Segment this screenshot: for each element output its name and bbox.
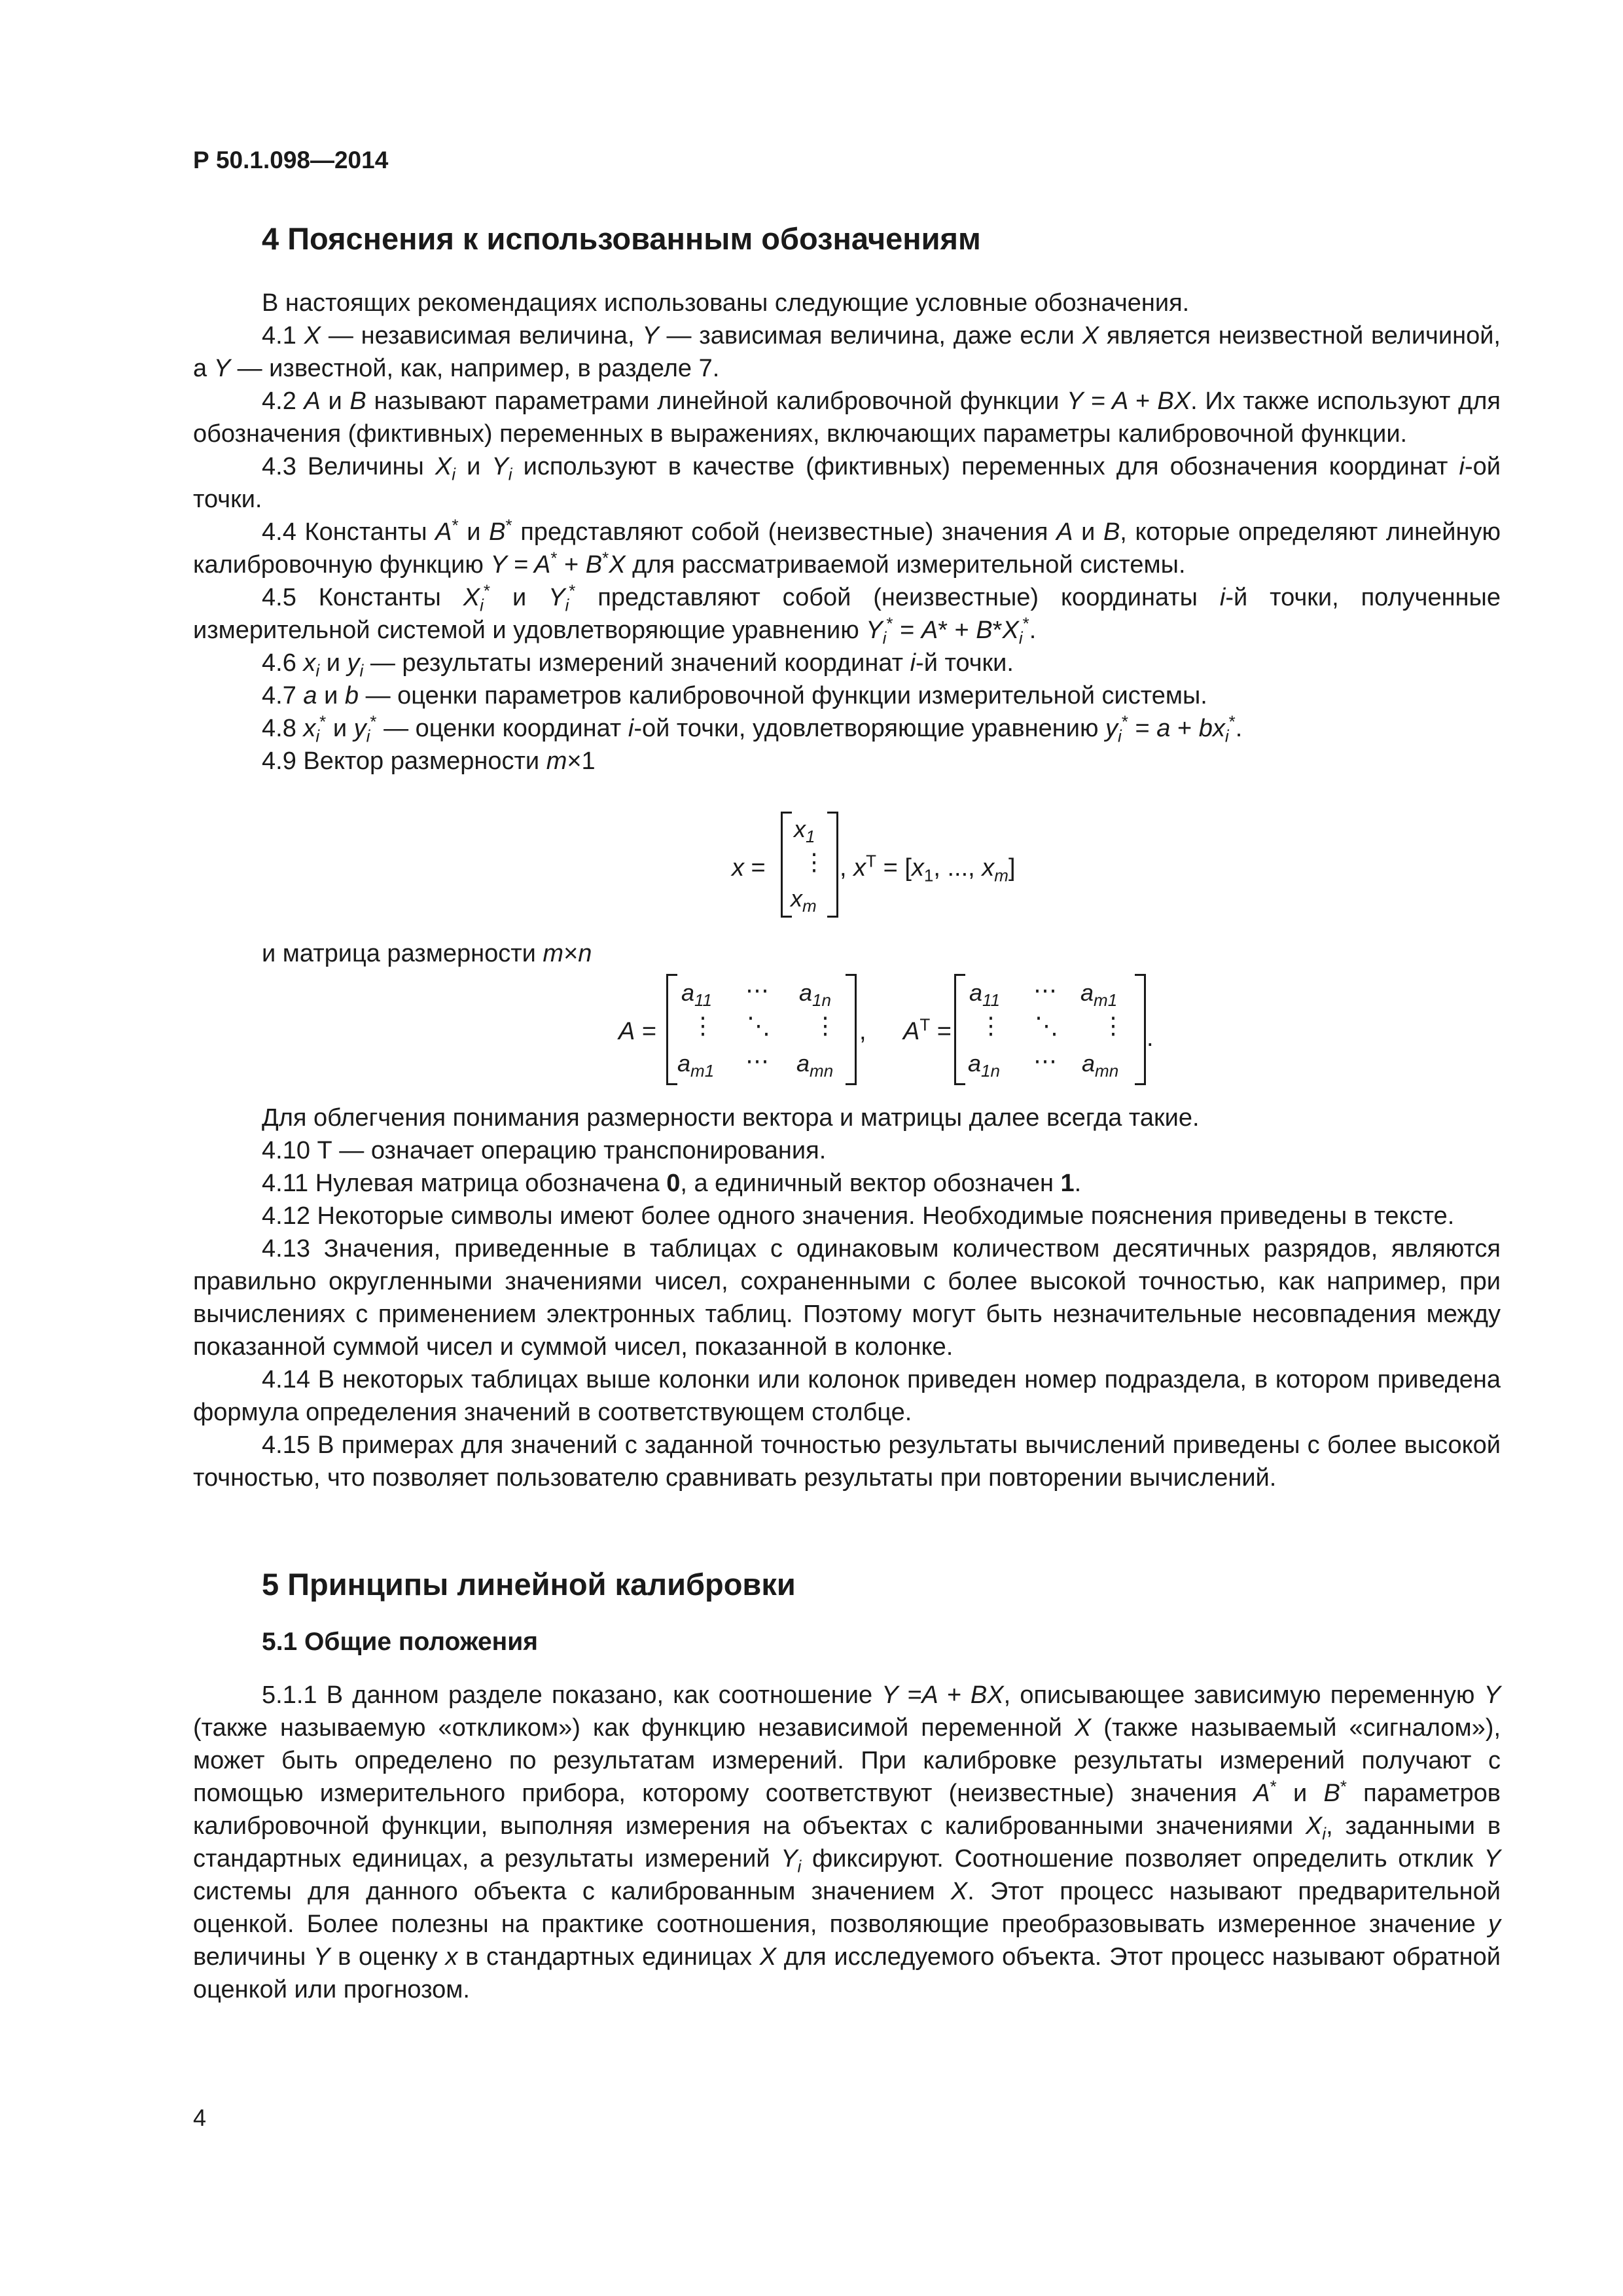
item-4-15: 4.15 В примерах для значений с заданной точностью результаты вычислений приведены с более высокой точностью, что позволяет пользователю сравнивать результаты при повторении вычислений. bbox=[193, 1431, 1501, 1492]
item-4-14: 4.14 В некоторых таблицах выше колонки или колонок приведен номер подраздела, в котором приведена формула определения значений в соответствующем столбце. bbox=[193, 1366, 1501, 1426]
item-4-3: 4.3 Величины $X_i$ и $Y_i$ используют в качестве (фиктивных) переменных для обозначения координат i-ой точки. bbox=[193, 453, 1501, 513]
section-5-body bbox=[193, 1679, 1501, 2006]
matrix-intro-block bbox=[193, 937, 1501, 970]
section-4-body bbox=[193, 287, 1501, 778]
page-number: 4 bbox=[193, 2104, 207, 2131]
section-5-1-title: 5.1 Общие положения bbox=[262, 1628, 538, 1656]
section-4-intro: В настоящих рекомендациях использованы следующие условные обозначения. bbox=[262, 289, 1190, 317]
item-4-4: 4.4 Константы A* и B* представляют собой (неизвестные) значения A и B, которые определяют линейную калибровочную функцию Y = A* + B*X для рассматриваемой измерительной системы. bbox=[193, 515, 1501, 579]
vector-bracket: $x_1$ ⋮ $x_m$ bbox=[781, 812, 838, 918]
item-4-5: 4.5 Константы $X_i^*$ и $Y_i^*$ представляют собой (неизвестные) координаты i-й точки, полученные измерительной системой и удовлетворяющие уравнению $Y_i^* = A* + B*X_i^*$. bbox=[193, 581, 1501, 648]
matrix-intro: и матрица размерности m×n bbox=[262, 940, 592, 967]
document-code: Р 50.1.098—2014 bbox=[193, 147, 389, 173]
section-5-title: 5 Принципы линейной калибровки bbox=[262, 1567, 796, 1602]
item-4-8: 4.8 $x_i^*$ и $y_i^*$ — оценки координат i-ой точки, удовлетворяющие уравнению $y_i^* = a + bx_i^*$. bbox=[262, 711, 1243, 746]
section-4-body-continued bbox=[193, 1102, 1501, 1494]
item-4-1: 4.1 X — независимая величина, Y — зависимая величина, даже если X является неизвестной величиной, а Y — известной, как, например, в разделе 7. bbox=[193, 322, 1501, 382]
item-4-12: 4.12 Некоторые символы имеют более одного значения. Необходимые пояснения приведены в тексте. bbox=[262, 1202, 1455, 1230]
para-5-1-1: 5.1.1 В данном разделе показано, как соотношение Y =A + BX, описывающее зависимую переменную Y (также называемую «откликом») как функцию независимой переменной X (также называемый «сигналом»), может быть определено по результатам измерений. При калибровке результаты измерений получают с помощью измерительного прибора, которому соответствуют (неизвестные) значения A* и B* параметров калибровочной функции, выполняя измерения на объектах с калиброванными значениями $X_i$, заданными в стандартных единицах, а результаты измерений $Y_i$ фиксируют. Соотношение позволяет определить отклик Y системы для данного объекта с калиброванным значением X. Этот процесс называют предварительной оценкой. Более полезны на практике соотношения, позволяющие преобразовывать измеренное значение y величины Y в оценку x в стандартных единицах X для исследуемого объекта. Этот процесс называют обратной оценкой или прогнозом. bbox=[193, 1681, 1501, 2003]
item-4-2: 4.2 A и B называют параметрами линейной калибровочной функции Y = A + BX. Их также используют для обозначения (фиктивных) переменных в выражениях, включающих параметры калибровочной функции. bbox=[193, 387, 1501, 448]
item-4-6: 4.6 $x_i$ и $y_i$ — результаты измерений значений координат i-й точки. bbox=[262, 649, 1014, 681]
matrix-at-bracket: $a_{11}$ ⋯ $a_{m1}$ ⋮ ⋱ ⋮ $a_{1n}$ ⋯ $a_{mn}$ bbox=[954, 974, 1146, 1085]
item-4-7: 4.7 a и b — оценки параметров калибровочной функции измерительной системы. bbox=[262, 682, 1207, 709]
document-page: Р 50.1.098—2014 4 Пояснения к использованным обозначениям В настоящих рекомендациях использованы следующие условные обозначения. 4.1 X — независимая величина, Y — зависимая величина, даже если X является неизвестной величиной, а Y — известной, как, например, в разделе 7. 4.2 A и B называют параметрами линейной калибровочной функции Y = A + BX. Их также используют для обозначения (фиктивных) переменных в выражениях, включающих параметры калибровочной функции. 4.3 Величины $X_i$ и $Y_i$ используют в качестве (фиктивных) переменных для обозначения координат i-ой точки. 4.4 Константы A* и B* представляют собой (неизвестные) значения A и B, которые определяют линейную калибровочную функцию Y = A* + B*X для рассматриваемой измерительной системы. 4.5 Константы $X_i^*$ и $Y_i^*$ представляют собой (неизвестные) координаты i-й точки, полученные измерительной системой и удовлетворяющие уравнению $Y_i^* = A* + B*X_i^*$. 4.6 $x_i$ и $y_i$ — результаты измерений значений координат i-й точки. 4.7 a и b — оценки параметров калибровочной функции измерительной системы. 4.8 $x_i^*$ и $y_i^*$ — оценки координат i-ой точки, удовлетворяющие уравнению $y_i^* = a + bx_i^*$. 4.9 Вектор размерности m×1 x = $x_1$ ⋮ $x_m$ , $x^T = [x_1$, ..., $x_m$] и матрица размерности m×n A = $a_{11}$ ⋯ $a_{1n}$ ⋮ ⋱ ⋮ $a_{m1}$ ⋯ $a_{mn}$ , $A^T$ = $a_{11}$ ⋯ $a_{m1}$ ⋮ ⋱ ⋮ $a_{1n}$ ⋯ $a_{mn}$ . Для облегчения понимания размерности вектора и матрицы далее всегда такие. 4.10 Т — означает операцию транспонирования. 4.11 Нулевая матрица обозначена 0, а единичный вектор обозначен 1. 4.12 Некоторые символы имеют более одного значения. Необходимые пояснения приведены в тексте. 4.13 Значения, приведенные в таблицах с одинаковым количеством десятичных разрядов, являются правильно округленными значениями чисел, сохраненными с более высокой точностью, как например, при вычислениях с применением электронных таблиц. Поэтому могут быть незначительные несовпадения между показанной суммой чисел и суммой чисел, показанной в колонке. 4.14 В некоторых таблицах выше колонки или колонок приведен номер подраздела, в котором приведена формула определения значений в соответствующем столбце. 4.15 В примерах для значений с заданной точностью результаты вычислений приведены с более высокой точностью, что позволяет пользователю сравнивать результаты при повторении вычислений. 5 Принципы линейной калибровки 5.1 Общие положения 5.1.1 В данном разделе показано, как соотношение Y =A + BX, описывающее зависимую переменную Y (также называемую «откликом») как функцию независимой переменной X (также называемый «сигналом»), может быть определено по результатам измерений. При калибровке результаты измерений получают с помощью измерительного прибора, которому соответствуют (неизвестные) значения A* и B* параметров калибровочной функции, выполняя измерения на объектах с калиброванными значениями $X_i$, заданными в стандартных единицах, а результаты измерений $Y_i$ фиксируют. Соотношение позволяет определить отклик Y системы для данного объекта с калиброванным значением X. Этот процесс называют предварительной оценкой. Более полезны на практике соотношения, позволяющие преобразовывать измеренное значение y величины Y в оценку x в стандартных единицах X для исследуемого объекта. Этот процесс называют обратной оценкой или прогнозом. 4 bbox=[193, 147, 1501, 2131]
matrix-a-bracket: $a_{11}$ ⋯ $a_{1n}$ ⋮ ⋱ ⋮ $a_{m1}$ ⋯ $a_{mn}$ bbox=[666, 974, 857, 1085]
item-4-11: 4.11 Нулевая матрица обозначена 0, а единичный вектор обозначен 1. bbox=[262, 1170, 1082, 1197]
after-matrix-text: Для облегчения понимания размерности вектора и матрицы далее всегда такие. bbox=[262, 1104, 1200, 1132]
item-4-9: 4.9 Вектор размерности m×1 bbox=[262, 747, 596, 775]
section-4-title: 4 Пояснения к использованным обозначениям bbox=[262, 221, 981, 256]
item-4-10: 4.10 Т — означает операцию транспонирования. bbox=[262, 1137, 827, 1164]
item-4-13: 4.13 Значения, приведенные в таблицах с одинаковым количеством десятичных разрядов, являются правильно округленными значениями чисел, сохраненными с более высокой точностью, как например, при вычислениях с применением электронных таблиц. Поэтому могут быть незначительные несовпадения между показанной суммой чисел и суммой чисел, показанной в колонке. bbox=[193, 1235, 1501, 1361]
